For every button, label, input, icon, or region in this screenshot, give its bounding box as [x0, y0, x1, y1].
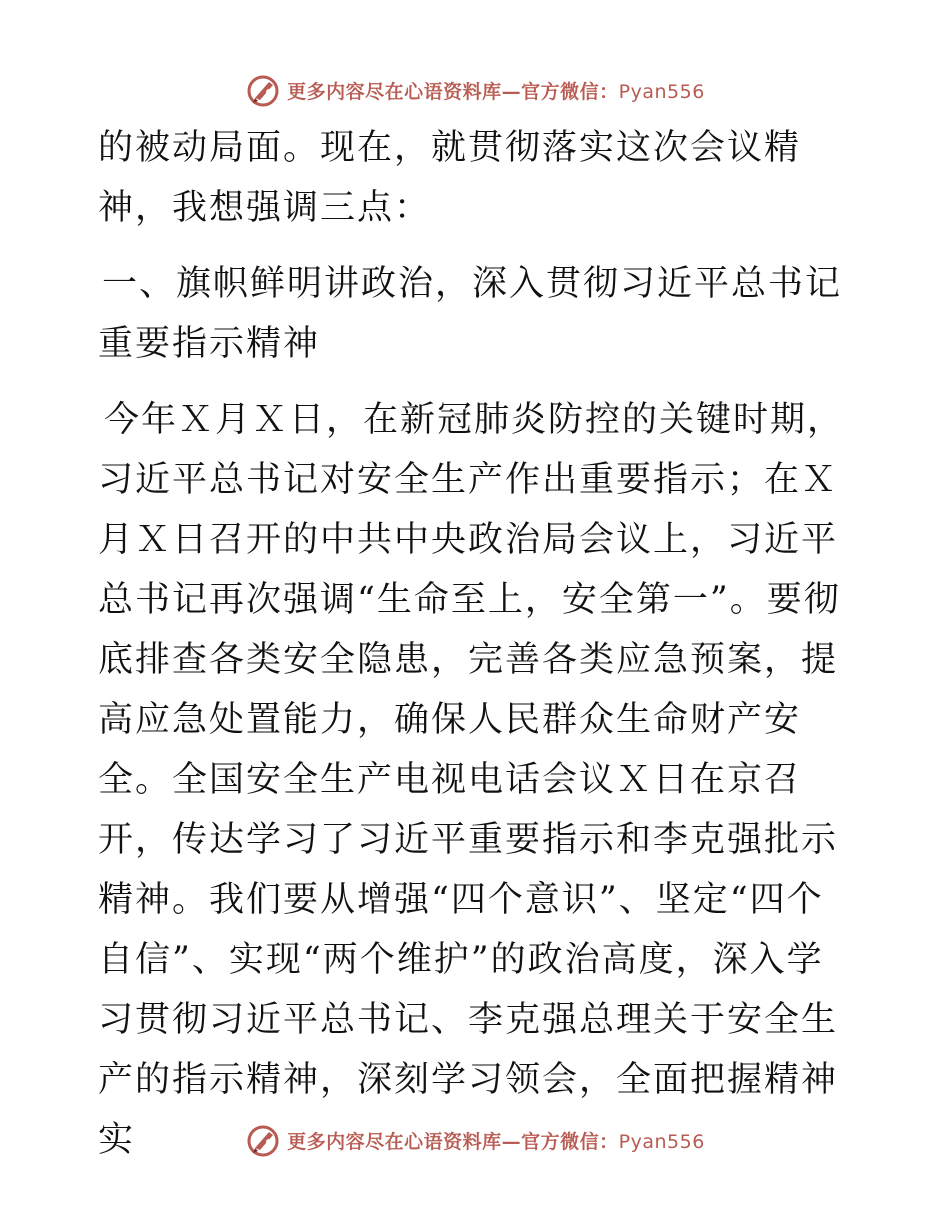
- watermark-label: 更多内容尽在心语资料库—官方微信：: [287, 80, 619, 103]
- watermark-text: [287, 77, 705, 104]
- watermark-wechat-id: Pyan556: [618, 1130, 705, 1153]
- pen-logo-icon: [245, 72, 281, 108]
- paragraph-intro: 的被动局面。现在，就贯彻落实这次会议精神，我想强调三点：: [98, 128, 802, 228]
- watermark-label: 更多内容尽在心语资料库—官方微信：: [287, 1130, 619, 1153]
- footer-watermark: [0, 1120, 950, 1160]
- document-body: [98, 118, 858, 1170]
- watermark-text: [287, 1127, 705, 1154]
- pen-logo-icon: [245, 1122, 281, 1158]
- watermark-wechat-id: Pyan556: [618, 80, 705, 103]
- header-watermark: [0, 70, 950, 110]
- section-heading: 一、旗帜鲜明讲政治，深入贯彻习近平总书记重要指示精神: [98, 264, 843, 364]
- paragraph-body: 今年Ｘ月Ｘ日，在新冠肺炎防控的关键时期，习近平总书记对安全生产作出重要指示；在Ｘ月Ｘ日召开的中共中央政治局会议上，习近平总书记再次强调“生命至上，安全第一”。要彻底排查各类安全隐患，完善各类应急预案，提高应急处置能力，确保人民群众生命财产安全。全国安全生产电视电话会议Ｘ日在京召开，传达学习了习近平重要指示和李克强批示精神。我们要从增强“四个意识”、坚定“四个自信”、实现“两个维护”的政治高度，深入学习贯彻习近平总书记、李克强总理关于安全生产的指示精神，深刻学习领会，全面把握精神实: [98, 400, 845, 1160]
